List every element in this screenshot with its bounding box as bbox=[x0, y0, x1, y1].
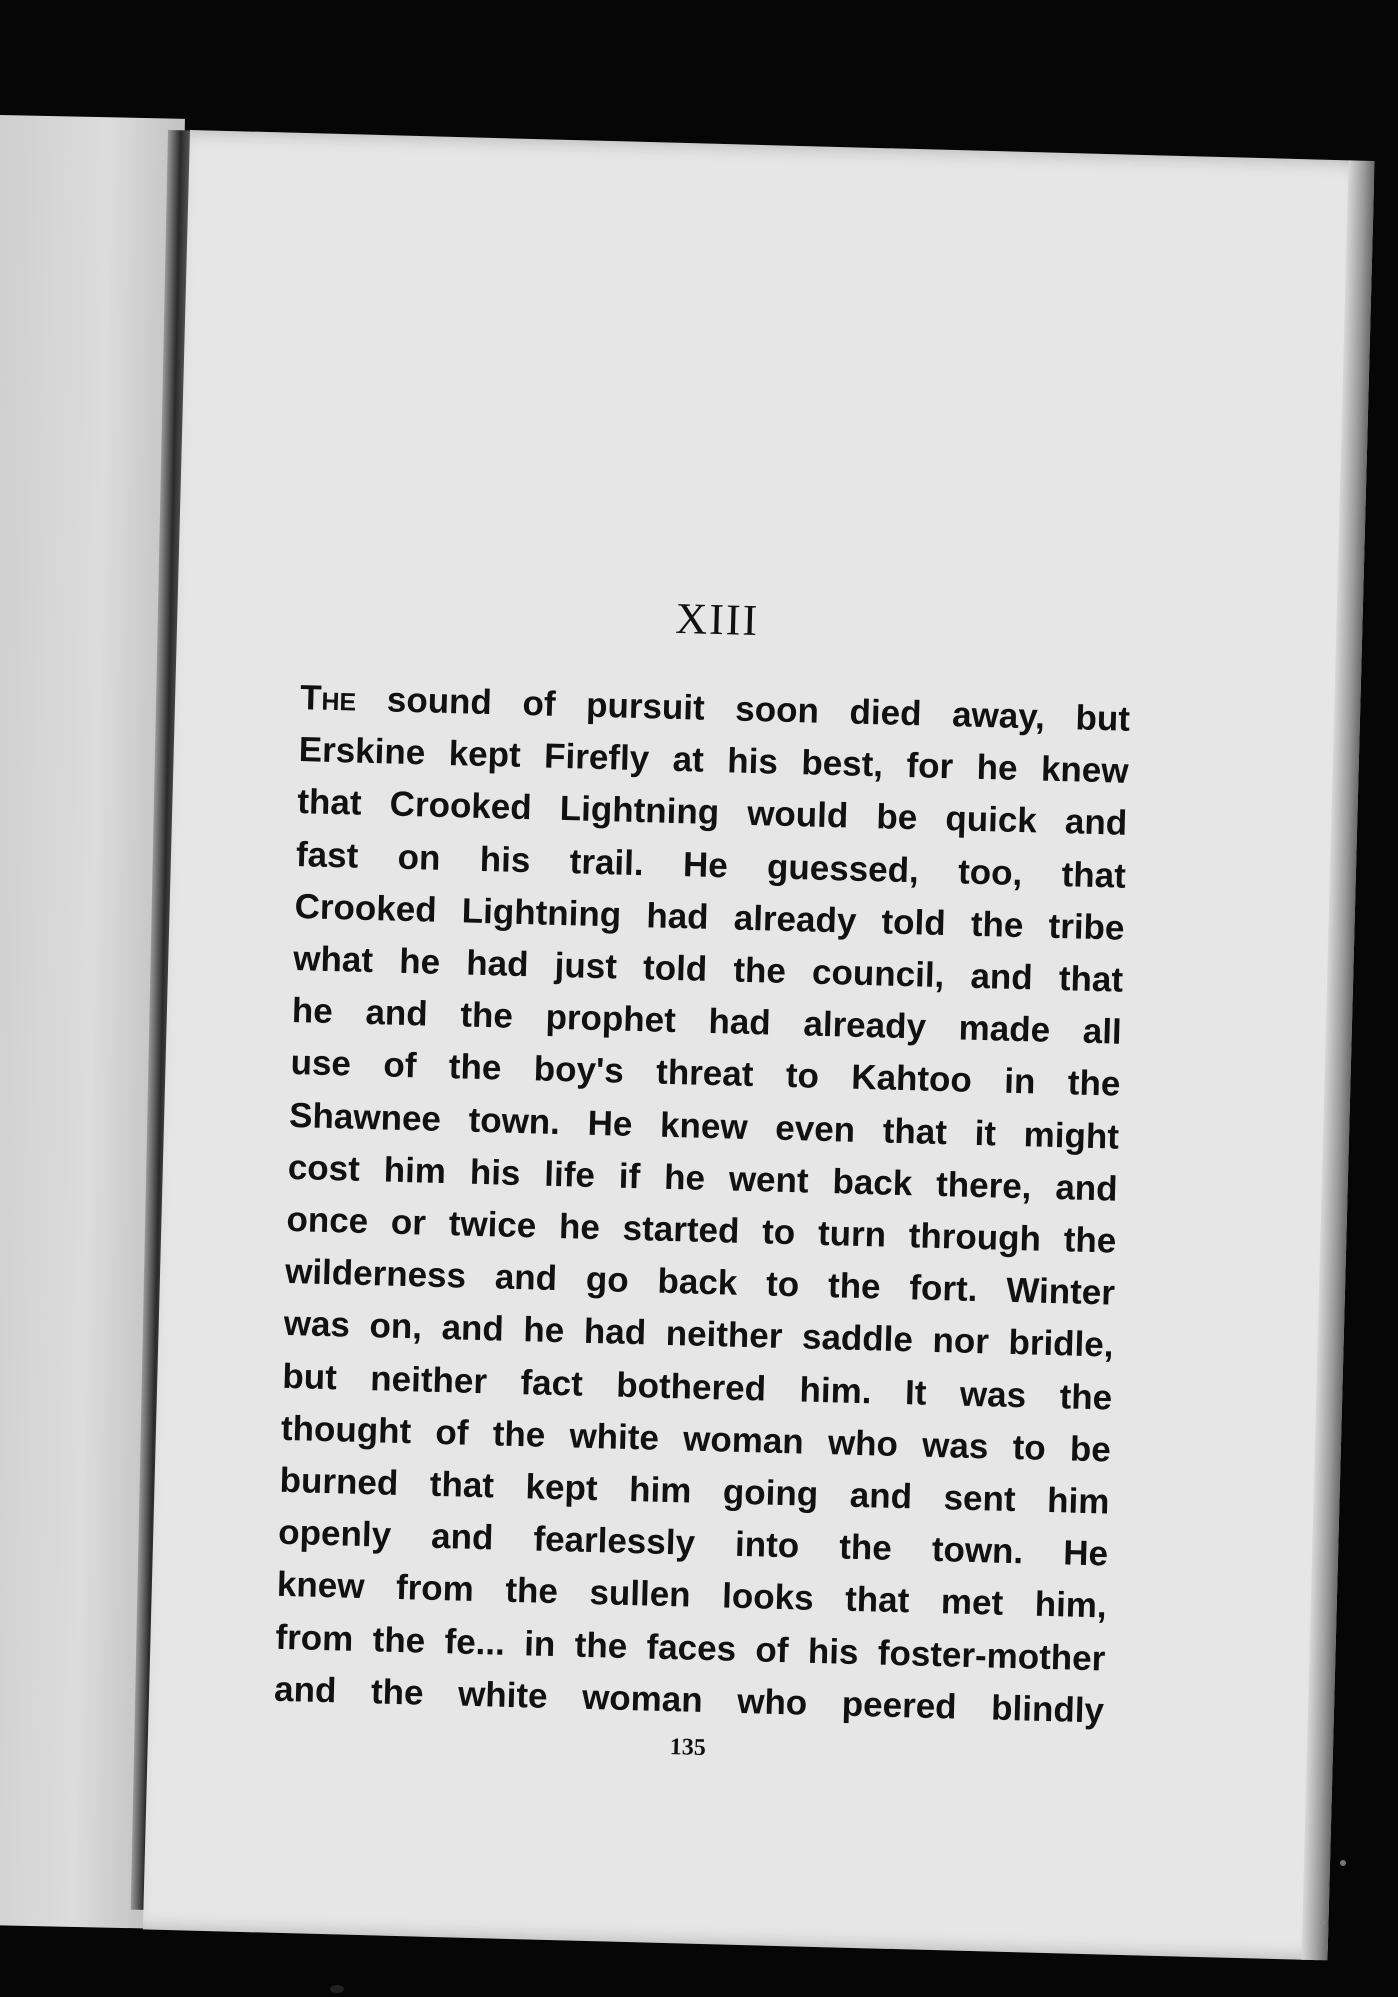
first-word: The bbox=[299, 678, 357, 719]
text-line: but neither fact bothered him. It was the bbox=[281, 1356, 1113, 1418]
text-line: burned that kept him going and sent him bbox=[279, 1460, 1110, 1522]
right-page bbox=[143, 130, 1375, 1960]
text-line: cost him his life if he went back there, and bbox=[287, 1147, 1119, 1209]
text-line: what he had just told the council, and that bbox=[292, 939, 1124, 1000]
text-line: Crooked Lightning had already told the tribe bbox=[294, 886, 1125, 948]
body-text bbox=[274, 672, 1131, 1737]
text-line: Erskine kept Firefly at his best, for he knew bbox=[298, 730, 1130, 791]
text-line: Shawnee town. He knew even that it might bbox=[288, 1095, 1120, 1157]
text-line: thought of the white woman who was to be bbox=[280, 1408, 1112, 1470]
scan-speck bbox=[1340, 1860, 1346, 1866]
text-line: that Crooked Lightning would be quick and bbox=[296, 782, 1128, 844]
text-line: was on, and he had neither saddle nor bridle, bbox=[283, 1304, 1115, 1366]
page-number: 135 bbox=[669, 1734, 707, 1762]
text-line: from the fe... in the faces of his foster-mother bbox=[275, 1617, 1106, 1679]
text-line: once or twice he started to turn through the bbox=[286, 1199, 1117, 1261]
page-content bbox=[273, 583, 1133, 1772]
text-line: knew from the sullen looks that met him, bbox=[276, 1565, 1108, 1626]
scan-speck bbox=[330, 1985, 344, 1993]
text-line: he and the prophet had already made all bbox=[291, 991, 1123, 1052]
chapter-title: XIII bbox=[674, 593, 760, 646]
text-line: The sound of pursuit soon died away, but bbox=[299, 678, 1131, 739]
text-line: use of the boy's threat to Kahtoo in the bbox=[290, 1043, 1121, 1105]
text-line: fast on his trail. He guessed, too, that bbox=[295, 834, 1127, 896]
page-edge-shadow bbox=[1301, 160, 1374, 1960]
text-line: wilderness and go back to the fort. Winter bbox=[284, 1252, 1116, 1313]
text-line: and the white woman who peered blindly bbox=[273, 1669, 1105, 1731]
text-line: openly and fearlessly into the town. He bbox=[277, 1513, 1109, 1574]
scan-speck bbox=[1320, 1920, 1325, 1925]
